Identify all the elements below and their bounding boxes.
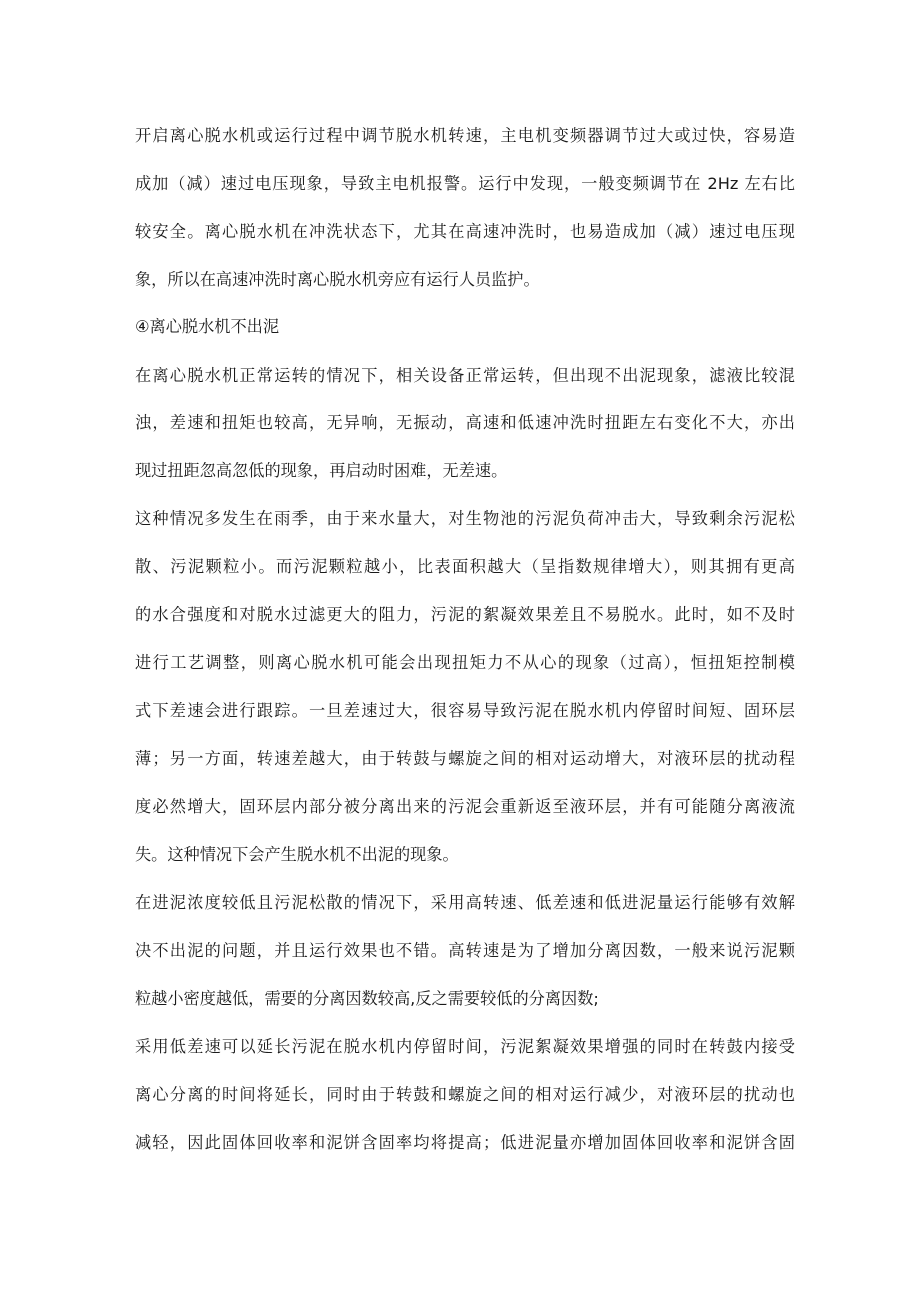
text-line: 成加（减）速过电压现象，导致主电机报警。运行中发现，一般变频调节在 2Hz 左右比 <box>135 174 795 193</box>
text-line: 在进泥浓度较低且污泥松散的情况下，采用高转速、低差速和低进泥量运行能够有效解 <box>135 893 795 912</box>
text-line: 较安全。离心脱水机在冲洗状态下，尤其在高速冲洗时，也易造成加（减）速过电压现 <box>135 222 795 241</box>
text-line: 象，所以在高速冲洗时离心脱水机旁应有运行人员监护。 <box>135 270 540 289</box>
text-line: 失。这种情况下会产生脱水机不出泥的现象。 <box>135 845 459 864</box>
text-line: 式下差速会进行跟踪。一旦差速过大，很容易导致污泥在脱水机内停留时间短、固环层 <box>135 701 795 720</box>
text-line: 现过扭距忽高忽低的现象，再启动时困难，无差速。 <box>135 461 508 480</box>
text-line: 散、污泥颗粒小。而污泥颗粒越小，比表面积越大（呈指数规律增大），则其拥有更高 <box>135 557 795 576</box>
text-line: 薄；另一方面，转速差越大，由于转鼓与螺旋之间的相对运动增大，对液环层的扰动程 <box>135 749 795 768</box>
text-line: 离心分离的时间将延长，同时由于转鼓和螺旋之间的相对运行减少，对液环层的扰动也 <box>135 1085 795 1104</box>
text-line: 减轻，因此固体回收率和泥饼含固率均将提高；低进泥量亦增加固体回收率和泥饼含固 <box>135 1133 795 1152</box>
section-heading: ④离心脱水机不出泥 <box>135 317 280 336</box>
text-line: 的水合强度和对脱水过滤更大的阻力，污泥的絮凝效果差且不易脱水。此时，如不及时 <box>135 605 795 624</box>
text-line: 采用低差速可以延长污泥在脱水机内停留时间，污泥絮凝效果增强的同时在转鼓内接受 <box>135 1037 795 1056</box>
text-line: 决不出泥的问题，并且运行效果也不错。高转速是为了增加分离因数，一般来说污泥颗 <box>135 941 795 960</box>
text-line: 浊，差速和扭矩也较高，无异响，无振动，高速和低速冲洗时扭距左右变化不大，亦出 <box>135 413 795 432</box>
text-line: 在离心脱水机正常运转的情况下，相关设备正常运转，但出现不出泥现象，滤液比较混 <box>135 366 795 385</box>
text-line: 这种情况多发生在雨季，由于来水量大，对生物池的污泥负荷冲击大，导致剩余污泥松 <box>135 509 795 528</box>
text-line: 粒越小密度越低，需要的分离因数较高,反之需要较低的分离因数; <box>135 989 599 1008</box>
text-line: 进行工艺调整，则离心脱水机可能会出现扭矩力不从心的现象（过高），恒扭矩控制模 <box>135 653 795 672</box>
text-line: 开启离心脱水机或运行过程中调节脱水机转速，主电机变频器调节过大或过快，容易造 <box>135 126 795 145</box>
text-line: 度必然增大，固环层内部分被分离出来的污泥会重新返至液环层，并有可能随分离液流 <box>135 797 795 816</box>
